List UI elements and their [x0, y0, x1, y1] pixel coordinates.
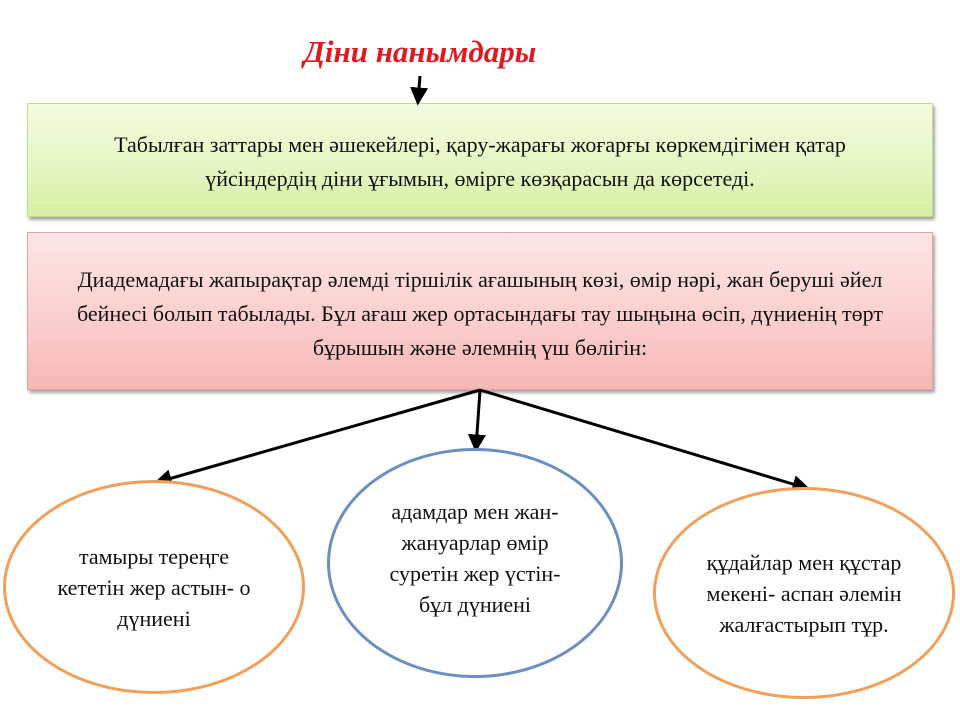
- diagram-title: Діни нанымдары: [303, 34, 537, 69]
- arrow-to-middle-ellipse: [476, 390, 480, 448]
- left-ellipse-text: тамыры тереңге кететін жер астын- о дүниені: [57, 543, 251, 631]
- left-ellipse-underworld: [3, 480, 305, 694]
- right-ellipse-text: құдайлар мен құстар мекені- аспан әлемін жалғастырып тұр.: [706, 549, 902, 637]
- middle-ellipse-text: адамдар мен жан-жануарлар өмір суретін жер үстін- бұл дүниені: [389, 499, 561, 617]
- middle-ellipse-this-world: [327, 448, 623, 678]
- middle-description-text: Диадемадағы жапырақтар әлемді тіршілік ағашының көзі, өмір нәрі, жан беруші әйел бейнесі болып табылады. Бұл ағаш жер ортасындағы тау шыңына өсіп, дүниенің төрт бұрышын және әлемнің үш бөлігін:: [77, 267, 883, 360]
- right-ellipse-heaven: [653, 487, 955, 699]
- title-to-box-arrow: [418, 76, 420, 101]
- top-description-text: Табылған заттары мен әшекейлері, қару-жарағы жоғарғы көркемдігімен қатар үйсіндердің діни ұғымын, өмірге көзқарасын да көрсетеді.: [114, 132, 846, 191]
